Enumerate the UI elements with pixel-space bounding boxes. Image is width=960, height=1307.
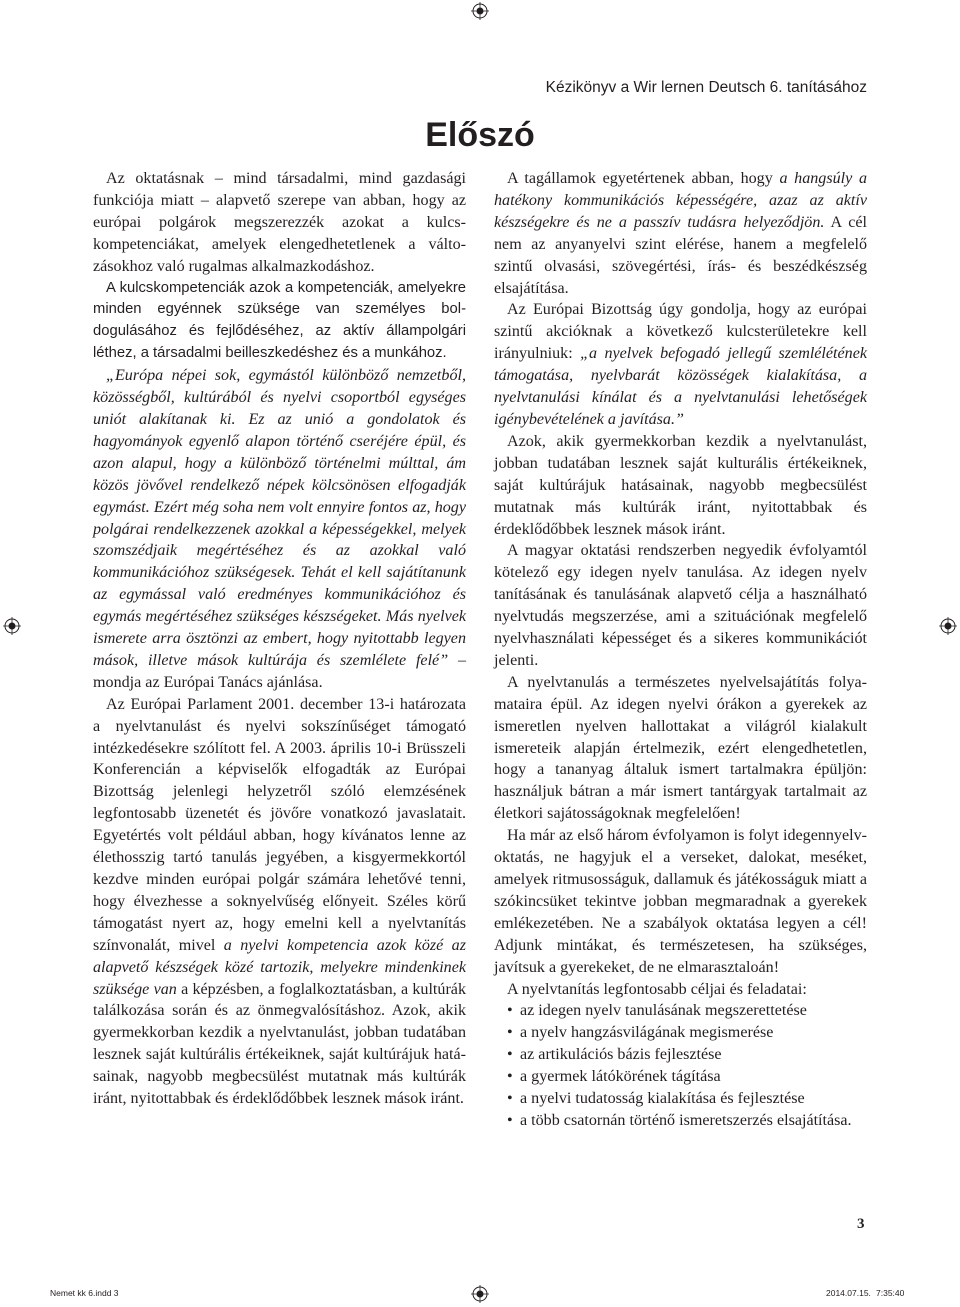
emphasis-text: a nyelvi kompetencia azok közé az alapvető készségek közé tartozik, melyekre mindenkinek szüksége van [93, 936, 466, 998]
paragraph: A magyar oktatási rendszerben negyedik évfolyamtól kötelező egy idegen nyelv tanulása. Az idegen nyelv tanításának és tanulásának alapvető célja a használható nyelvtudás megszerzése, ami a szituációnak megfelelő nyelvhasználati képességet és a sikeres kommunikációt jelenti. [494, 542, 867, 669]
paragraph [494, 168, 867, 299]
right-column [494, 168, 867, 1132]
quote-text: „Európa népei sok, egymástól különböző nemzetből, közösségből, kultúrából és nyelvi csoportból egységes uniót alakítanak ki. Ez az unió a gondolatok és hagyományok egyenlő alapon történő cseréjére épül, és azon alapul, hogy a különböző történelmi múlttal, ám közös jövővel rendelkező népek kölcsönösen elfogadják egymást. Ezért még soha nem volt ennyire fontos az, hogy polgárai rendelkezzenek azokkal a képességekkel, melyek szomszédjaik megértéséhez és az azokkal való kommunikációhoz szükségesek. Tehát el kell sajátítanunk az egymással való eredményes kommunikációhoz és egymás megértéséhez szükséges készségeket. Más nyelvek ismerete arra ösztönzi az embert, hogy nyitottabb legyen mások, illetve mások kultúrája és szemlélete felé” [93, 367, 466, 669]
registration-mark-icon [471, 2, 489, 20]
goals-intro: A nyelvtanítás legfontosabb céljai és feladatai: [507, 980, 807, 998]
paragraph [93, 365, 466, 694]
page-number: 3 [857, 1216, 865, 1232]
running-header: Kézikönyv a Wir lernen Deutsch 6. tanításához [545, 79, 867, 96]
paragraph [494, 299, 867, 430]
paragraph: A nyelvtanulás a természetes nyelvelsajátítás folyamataira épül. Az idegen nyelvi órákon a gyerekek az ismeretlen nyelven hallottakat a világról kialakult ismereteik alapján értelmezik, ezért elengedhetetlen, hogy a tananyag általuk ismert tartalmakra épüljön: használjuk bátran a már ismert tantárgyak tartalmait az életkori sajátosságoknak megfelelően! [494, 673, 867, 823]
registration-mark-icon [471, 1285, 489, 1303]
left-column [93, 168, 466, 1110]
quote-attribution: – mondja az Európai Tanács ajánlása. [93, 651, 466, 691]
paragraph-text: A cél nem az anyanyelvi szint elérése, hanem a megfelelő szintű olvasási, szövegértési, írás- és beszédkészség elsajátítása. [494, 213, 867, 297]
goals-list [494, 1000, 867, 1131]
paragraph [93, 694, 466, 1110]
registration-mark-icon [3, 617, 21, 635]
list-item: • a több csatornán történő ismeretszerzés elsajátítása. [507, 1110, 867, 1132]
paragraph-text: Az Európai Parlament 2001. december 13-i határozata a nyelvtanulást és nyelvi sokszínűséget támogató intézkedésekre szólított fel. A 2003. április 10-i Brüsszeli Konferencián a képviselők elfogadták az Európai Bizottság jelenlegi helyzetről szóló elemzésének legfontosabb üzenetét és jövőre vonatkozó javaslatait. Egyetértés volt például abban, hogy kívánatos lenne az élethosszig tartó tanulás jegyében, a kisgyermekkortól kezdve minden európai polgár számára lehetővé tenni, hogy élvezhesse a soknyelvűség előnyeit. Széles körű támogatást nyert az, hogy emelni kell a nyelvtanítás színvonalát, mivel [93, 695, 466, 954]
paragraph: Azok, akik gyermekkorban kezdik a nyelvtanulást, jobban tudatában lesznek saját kulturális értékeiknek, saját kultúrájuk hatásainak, nagyobb megbecsülést mutatnak más kultúrák iránt, nyitottabbak és érdeklődőbbek lesznek mások iránt. [494, 432, 867, 538]
list-item: • a nyelv hangzásvilágának megismerése [507, 1022, 867, 1044]
footer-time: 7:35:40 [876, 1288, 905, 1298]
list-item: • az artikulációs bázis fejlesztése [507, 1044, 867, 1066]
emphasis-text: a hangsúly a hatékony kommunikációs képességére, azaz az aktív készségekre és ne a passzív tudásra helyeződjön. [494, 170, 867, 231]
paragraph-text: Az Európai Bizottság úgy gondolja, hogy az európai szintű akcióknak a következő kulcsterületekre kell irányulniuk: [494, 301, 867, 363]
emphasis-text: „a nyelvek befogadó jellegű szemlélétének támogatása, nyelvbarát közösségek kialakítása, a nyelvtanulási kínálat és a nyelvtanulási lehetőségek igénybevételének a javítása.” [494, 345, 867, 428]
footer-date: 2014.07.15. [826, 1288, 871, 1298]
paragraph: A kulcskompetenciák azok a kompetenciák, amelyekre minden egyénnek szüksége van személyes boldogulásához és fejlődéséhez, az aktív állampolgári léthez, a társadalmi beilleszkedéshez és a munkához. [93, 279, 466, 362]
page-title: Előszó [425, 116, 535, 154]
footer-filename: Nemet kk 6.indd 3 [50, 1288, 119, 1298]
list-item: • az idegen nyelv tanulásának megszerettetése [507, 1000, 867, 1022]
paragraph-text: A tagállamok egyetértenek abban, hogy [507, 170, 780, 187]
list-item: • a gyermek látókörének tágítása [507, 1066, 867, 1088]
registration-mark-icon [939, 617, 957, 635]
paragraph: Az oktatásnak – mind társadalmi, mind gazdasági funkciója miatt – alapvető szerepe van abban, hogy az európai polgárok megszerezzék azokat a kulcskompetenciákat, amelyek elengedhetetlenek a változásokhoz való rugalmas alkalmazkodáshoz. [93, 170, 466, 275]
list-item: • a nyelvi tudatosság kialakítása és fejlesztése [507, 1088, 867, 1110]
paragraph-text: a képzésben, a foglalkoztatásban, a kultúrák találkozása során és az önmegvalósításhoz. Azok, akik gyermekkorban kezdik a nyelvtanulást, jobban tudatában lesznek saját kultúrális értékeiknek, saját kultúrájuk hatásainak, nagyobb megbecsülést mutatnak más kultúrák iránt, nyitottabbak és érdeklődőbbek lesznek mások iránt. [93, 980, 466, 1108]
paragraph: Ha már az első három évfolyamon is folyt idegennyelv-oktatás, ne hagyjuk el a verseket, dalokat, meséket, amelyek ritmusosságuk, dallamuk és játékosságuk miatt a szókincsüket tekintve jobban megmaradnak a gyerekek emlékezetében. Ne a szabályok oktatása legyen a cél! Adjunk mintákat, és természetesen, ha szükséges, javítsuk a gyerekeket, de ne elmarasztaloán! [494, 827, 867, 976]
